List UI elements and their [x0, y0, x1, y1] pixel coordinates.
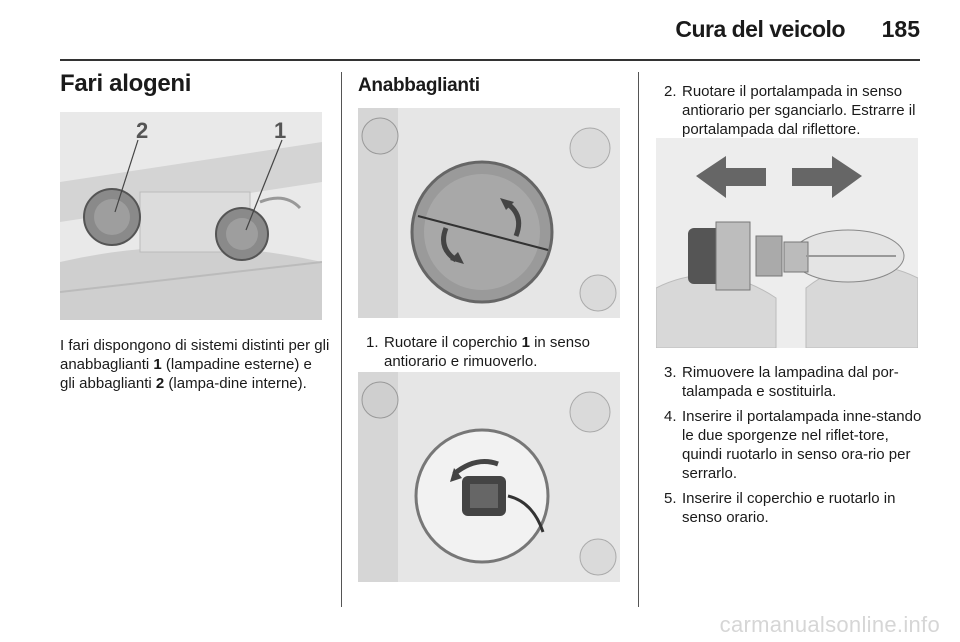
step-2: 2. Ruotare il portalampada in senso antiorario per sganciarlo. Estrarre il portalampada dal riflettore. — [664, 83, 916, 138]
subheading-low-beam: Anabbaglianti — [358, 75, 480, 96]
page-header — [0, 0, 960, 60]
figure-bulb-removal — [656, 138, 918, 348]
figure-label-2: 2 — [136, 118, 149, 143]
section-title: Cura del veicolo — [675, 16, 845, 42]
intro-paragraph: I fari dispongono di sistemi distinti per gli anabbaglianti 1 (lampadine esterne) e gli abbaglianti 2 (lampa-dine interne). — [60, 337, 330, 392]
section-heading-halogen: Fari alogeni — [60, 70, 192, 97]
step-5: 5. Inserire il coperchio e ruotarlo in senso orario. — [664, 490, 896, 526]
column-divider-2 — [638, 72, 639, 607]
figure-label-1: 1 — [274, 118, 287, 143]
step-list-right-bottom — [656, 363, 931, 527]
figure-cover-rotation — [358, 108, 620, 318]
step-list-middle — [358, 333, 628, 371]
figure-bulb-holder — [358, 372, 620, 582]
step-1: 1. Ruotare il coperchio 1 in senso antiorario e rimuoverlo. — [366, 334, 590, 370]
step-4: 4. Inserire il portalampada inne-stando le due sporgenze nel riflet-tore, quindi ruotarlo in senso ora-rio per serrarlo. — [664, 408, 922, 482]
figure-headlamp-overview — [60, 112, 322, 320]
column-divider-1 — [341, 72, 342, 607]
header-rule — [60, 59, 920, 61]
step-3: 3. Rimuovere la lampadina dal por-talampada e sostituirla. — [664, 364, 899, 400]
page-number: 185 — [881, 16, 920, 42]
step-list-right-top — [656, 82, 931, 139]
watermark: carmanualsonline.info — [719, 612, 940, 637]
